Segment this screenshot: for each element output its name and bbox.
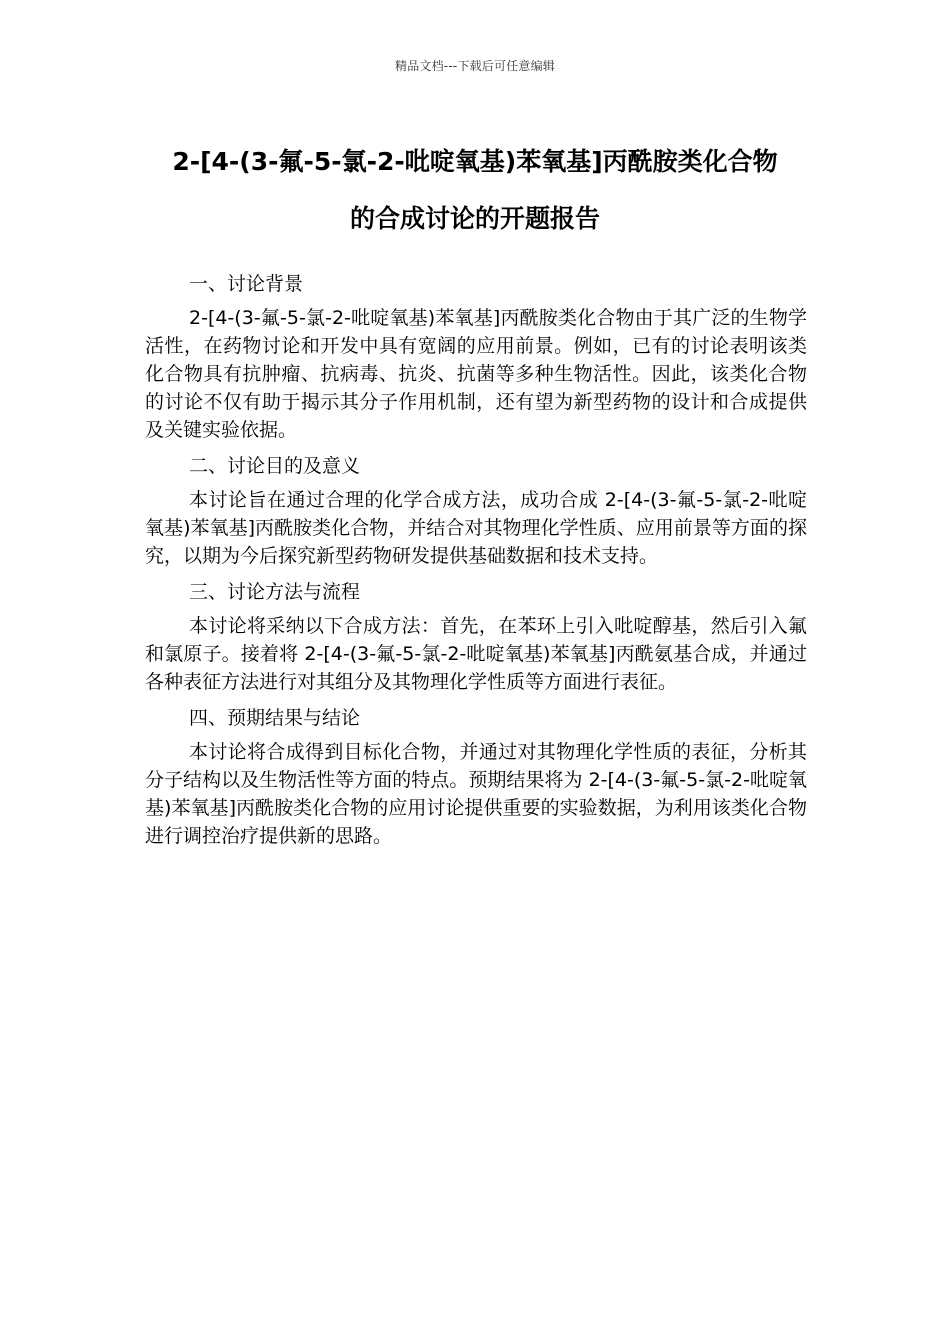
section-purpose	[145, 452, 807, 570]
section-paragraph: 2-[4-(3-氟-5-氯-2-吡啶氧基)苯氧基]丙酰胺类化合物由于其广泛的生物学活性，在药物讨论和开发中具有宽阔的应用前景。例如，已有的讨论表明该类化合物具有抗肿瘤、抗病毒、抗炎、抗菌等多种生物活性。因此，该类化合物的讨论不仅有助于揭示其分子作用机制，还有望为新型药物的设计和合成提供及关键实验依据。	[145, 307, 807, 441]
section-paragraph: 本讨论旨在通过合理的化学合成方法，成功合成 2-[4-(3-氟-5-氯-2-吡啶氧基)苯氧基]丙酰胺类化合物，并结合对其物理化学性质、应用前景等方面的探究，以期为今后探究新型药物研发提供基础数据和技术支持。	[145, 489, 807, 567]
section-heading: 三、讨论方法与流程	[189, 581, 361, 603]
section-paragraph: 本讨论将合成得到目标化合物，并通过对其物理化学性质的表征，分析其分子结构以及生物活性等方面的特点。预期结果将为 2-[4-(3-氟-5-氯-2-吡啶氧基)苯氧基]丙酰胺类化合物的应用讨论提供重要的实验数据，为利用该类化合物进行调控治疗提供新的思路。	[145, 741, 807, 847]
section-heading: 四、预期结果与结论	[189, 707, 361, 729]
title-line-1: 2-[4-(3-氟-5-氯-2-吡啶氧基)苯氧基]丙酰胺类化合物	[172, 147, 778, 176]
section-background	[145, 270, 807, 444]
section-heading: 一、讨论背景	[189, 273, 304, 295]
document-body	[145, 270, 807, 858]
section-method	[145, 578, 807, 696]
section-paragraph: 本讨论将采纳以下合成方法：首先，在苯环上引入吡啶醇基，然后引入氟和氯原子。接着将 2-[4-(3-氟-5-氯-2-吡啶氧基)苯氧基]丙酰氨基合成，并通过各种表征方法进行对其组分及其物理化学性质等方面进行表征。	[145, 615, 807, 693]
document-title	[130, 133, 820, 247]
section-heading: 二、讨论目的及意义	[189, 455, 361, 477]
title-line-2: 的合成讨论的开题报告	[349, 204, 600, 233]
section-expected-results	[145, 704, 807, 850]
header-note: 精品文档---下载后可任意编辑	[395, 59, 555, 73]
